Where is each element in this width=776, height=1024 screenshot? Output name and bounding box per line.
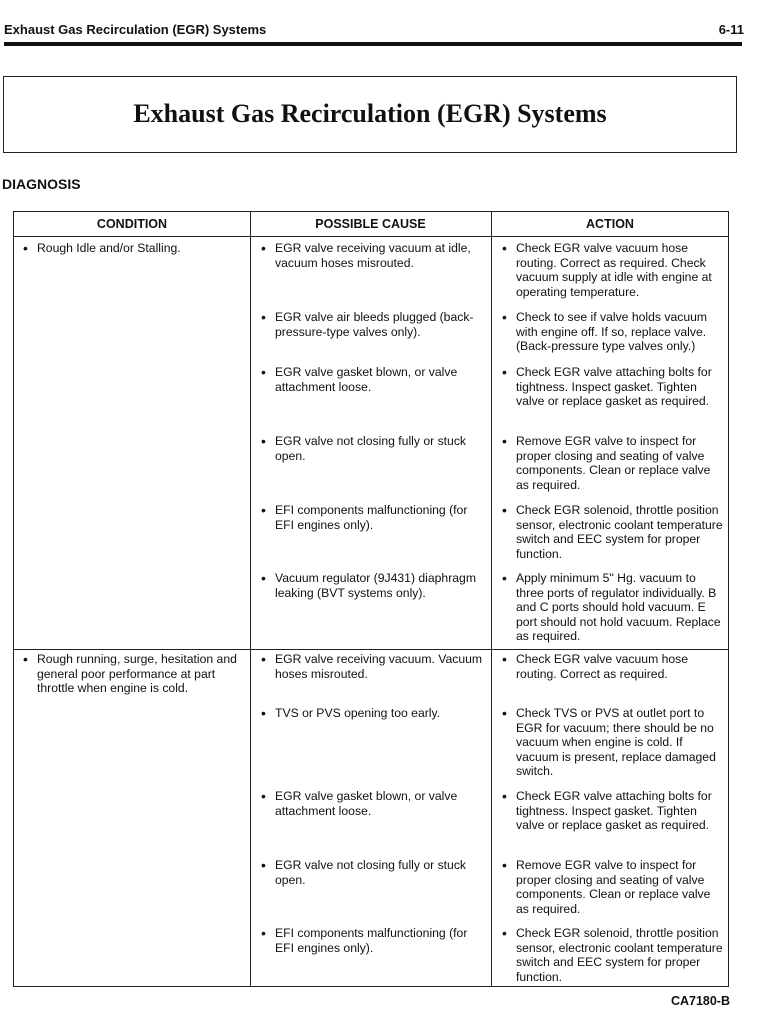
action-cell: • Remove EGR valve to inspect for proper closing and seating of valve components. Clean or replace valve as required.	[501, 858, 725, 916]
cause-cell: • EGR valve receiving vacuum at idle, vacuum hoses misrouted.	[260, 241, 486, 270]
cause-cell: • EGR valve gasket blown, or valve attachment loose.	[260, 789, 486, 818]
page-title: Exhaust Gas Recirculation (EGR) Systems	[133, 99, 607, 128]
cause-cell: • EGR valve gasket blown, or valve attachment loose.	[260, 365, 486, 394]
action-cell: • Check TVS or PVS at outlet port to EGR for vacuum; there should be no vacuum when engine is cold. If vacuum is present, replace damaged switch.	[501, 706, 725, 779]
section-heading: DIAGNOSIS	[2, 176, 81, 192]
action-cell: • Check to see if valve holds vacuum with engine off. If so, replace valve. (Back-pressure type valves only.)	[501, 310, 725, 354]
header-possible-cause: POSSIBLE CAUSE	[315, 217, 426, 231]
figure-code: CA7180-B	[670, 994, 730, 1008]
cause-cell: • EFI components malfunctioning (for EFI engines only).	[260, 503, 486, 532]
header-rule	[4, 42, 742, 46]
cause-cell: • EGR valve not closing fully or stuck open.	[260, 434, 486, 463]
cause-cell: • TVS or PVS opening too early.	[260, 706, 486, 721]
header-divider	[14, 236, 728, 237]
running-header	[4, 22, 744, 40]
group-divider	[14, 649, 728, 650]
header-action: ACTION	[586, 217, 634, 231]
action-cell: • Check EGR valve vacuum hose routing. Correct as required.	[501, 652, 725, 681]
page-number: 6-11	[718, 22, 744, 37]
action-cell: • Remove EGR valve to inspect for proper closing and seating of valve components. Clean or replace valve as required.	[501, 434, 725, 492]
action-cell: • Check EGR valve vacuum hose routing. Correct as required. Check vacuum supply at idle with engine at operating temperature.	[501, 241, 725, 299]
condition-cell: • Rough Idle and/or Stalling.	[22, 241, 244, 256]
action-cell: • Apply minimum 5" Hg. vacuum to three ports of regulator individually. B and C ports should hold vacuum. E port should not hold vacuum. Replace as required.	[501, 571, 725, 644]
column-divider	[250, 212, 251, 986]
cause-cell: • EGR valve receiving vacuum. Vacuum hoses misrouted.	[260, 652, 486, 681]
diagnosis-table	[13, 211, 729, 987]
title-box	[3, 76, 737, 153]
action-cell: • Check EGR solenoid, throttle position sensor, electronic coolant temperature switch and EEC system for proper function.	[501, 926, 725, 984]
action-cell: • Check EGR solenoid, throttle position sensor, electronic coolant temperature switch and EEC system for proper function.	[501, 503, 725, 561]
condition-cell: • Rough running, surge, hesitation and general poor performance at part throttle when engine is cold.	[22, 652, 244, 696]
column-divider	[491, 212, 492, 986]
cause-cell: • EFI components malfunctioning (for EFI engines only).	[260, 926, 486, 955]
cause-cell: • EGR valve air bleeds plugged (back-pressure-type valves only).	[260, 310, 486, 339]
running-header-title: Exhaust Gas Recirculation (EGR) Systems	[4, 22, 267, 37]
action-cell: • Check EGR valve attaching bolts for tightness. Inspect gasket. Tighten valve or replace gasket as required.	[501, 365, 725, 409]
cause-cell: • Vacuum regulator (9J431) diaphragm leaking (BVT systems only).	[260, 571, 486, 600]
header-condition: CONDITION	[96, 217, 168, 231]
action-cell: • Check EGR valve attaching bolts for tightness. Inspect gasket. Tighten valve or replace gasket as required.	[501, 789, 725, 833]
cause-cell: • EGR valve not closing fully or stuck open.	[260, 858, 486, 887]
